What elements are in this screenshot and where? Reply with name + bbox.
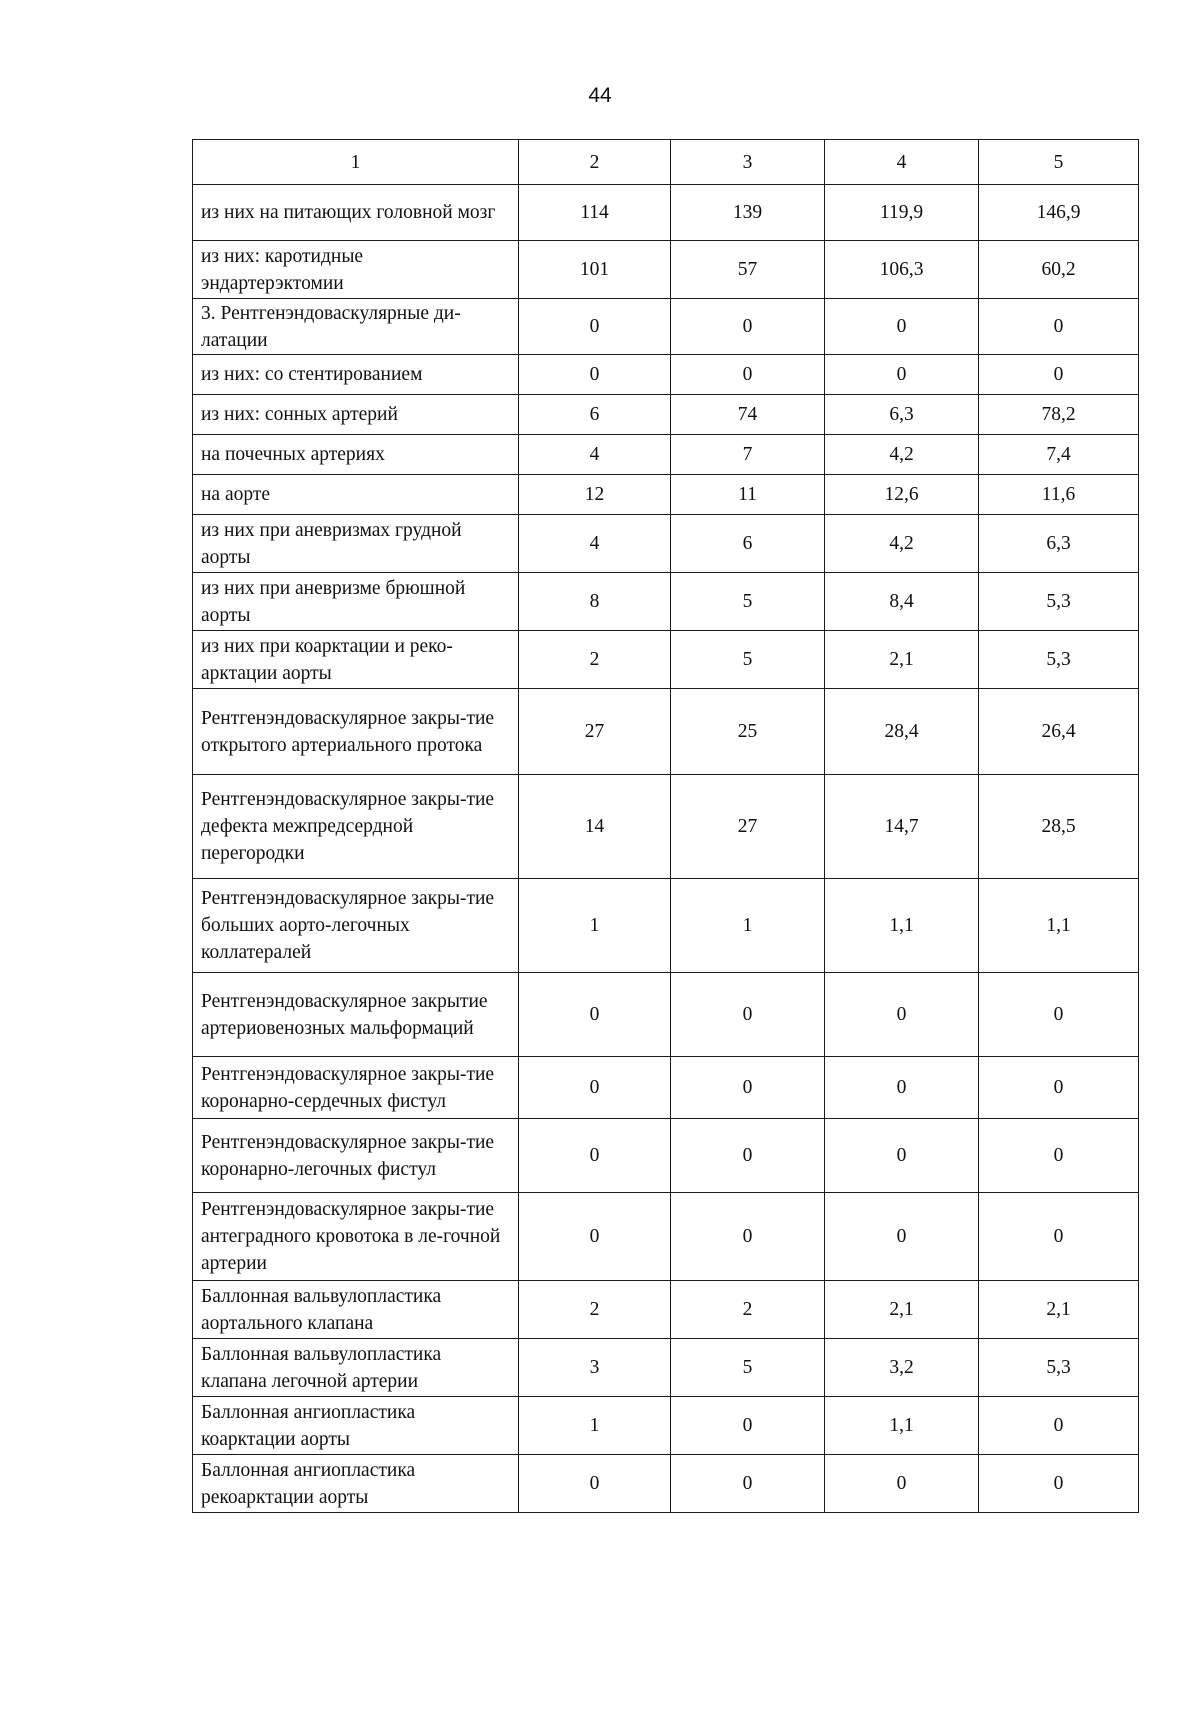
row-label: Рентгенэндоваскулярное закры-тие дефекта межпредсердной перегородки xyxy=(193,775,519,879)
page-number: 44 xyxy=(588,84,612,107)
table-cell-value: 4,2 xyxy=(825,435,979,475)
table-cell-value: 106,3 xyxy=(825,241,979,299)
table-cell-value: 6,3 xyxy=(825,395,979,435)
table-cell-value: 1 xyxy=(519,879,671,973)
table-cell-value: 0 xyxy=(825,299,979,355)
table-cell-value: 14,7 xyxy=(825,775,979,879)
table-cell-value: 28,4 xyxy=(825,689,979,775)
table-row xyxy=(193,775,1139,879)
table-cell-value: 0 xyxy=(979,1057,1139,1119)
table-cell-value: 3 xyxy=(519,1339,671,1397)
table-cell-value: 0 xyxy=(519,355,671,395)
table-cell-value: 11 xyxy=(671,475,825,515)
table-cell-value: 0 xyxy=(825,1193,979,1281)
table-cell-value: 0 xyxy=(979,355,1139,395)
row-label: Рентгенэндоваскулярное закры-тие коронарно-легочных фистул xyxy=(193,1119,519,1193)
table-cell-value: 7 xyxy=(671,435,825,475)
row-label: Баллонная ангиопластика коарктации аорты xyxy=(193,1397,519,1455)
table-cell-value: 27 xyxy=(671,775,825,879)
table-cell-value: 0 xyxy=(825,1455,979,1513)
table-row xyxy=(193,299,1139,355)
table-cell-value: 2 xyxy=(671,1281,825,1339)
column-header: 3 xyxy=(671,140,825,185)
table-cell-value: 0 xyxy=(825,1119,979,1193)
table-row xyxy=(193,1455,1139,1513)
table-row xyxy=(193,1281,1139,1339)
table-cell-value: 8,4 xyxy=(825,573,979,631)
table-cell-value: 28,5 xyxy=(979,775,1139,879)
table-cell-value: 0 xyxy=(519,299,671,355)
table-cell-value: 0 xyxy=(671,1057,825,1119)
table-cell-value: 57 xyxy=(671,241,825,299)
table-row xyxy=(193,1119,1139,1193)
table-cell-value: 101 xyxy=(519,241,671,299)
table-row xyxy=(193,435,1139,475)
table-row xyxy=(193,515,1139,573)
table-cell-value: 0 xyxy=(671,1119,825,1193)
table-cell-value: 5,3 xyxy=(979,631,1139,689)
table-cell-value: 1,1 xyxy=(979,879,1139,973)
table-cell-value: 5 xyxy=(671,1339,825,1397)
table-cell-value: 114 xyxy=(519,185,671,241)
row-label: Баллонная ангиопластика рекоарктации аорты xyxy=(193,1455,519,1513)
table-cell-value: 2,1 xyxy=(825,1281,979,1339)
table-row xyxy=(193,879,1139,973)
table-cell-value: 5,3 xyxy=(979,573,1139,631)
table-cell-value: 5,3 xyxy=(979,1339,1139,1397)
table-cell-value: 4 xyxy=(519,435,671,475)
table-cell-value: 11,6 xyxy=(979,475,1139,515)
row-label: на почечных артериях xyxy=(193,435,519,475)
table-cell-value: 0 xyxy=(671,973,825,1057)
table-row xyxy=(193,1397,1139,1455)
table-cell-value: 60,2 xyxy=(979,241,1139,299)
row-label: из них: каротидные эндартерэктомии xyxy=(193,241,519,299)
table-cell-value: 4 xyxy=(519,515,671,573)
table-row xyxy=(193,241,1139,299)
table-body xyxy=(193,140,1139,1513)
table-cell-value: 2,1 xyxy=(979,1281,1139,1339)
table-row xyxy=(193,631,1139,689)
row-label: из них при аневризмах грудной аорты xyxy=(193,515,519,573)
table-row xyxy=(193,185,1139,241)
row-label: из них при аневризме брюшной аорты xyxy=(193,573,519,631)
table-cell-value: 0 xyxy=(979,973,1139,1057)
table-row xyxy=(193,1339,1139,1397)
table-cell-value: 0 xyxy=(671,1193,825,1281)
table-cell-value: 2,1 xyxy=(825,631,979,689)
table-cell-value: 0 xyxy=(825,355,979,395)
table-cell-value: 0 xyxy=(519,1057,671,1119)
table-cell-value: 0 xyxy=(519,973,671,1057)
row-label: Рентгенэндоваскулярное закры-тие коронарно-сердечных фистул xyxy=(193,1057,519,1119)
table-row xyxy=(193,689,1139,775)
row-label: Рентгенэндоваскулярное закрытие артериовенозных мальформаций xyxy=(193,973,519,1057)
table-cell-value: 0 xyxy=(519,1119,671,1193)
table-cell-value: 139 xyxy=(671,185,825,241)
table-cell-value: 1,1 xyxy=(825,879,979,973)
table-cell-value: 119,9 xyxy=(825,185,979,241)
row-label: Рентгенэндоваскулярное закры-тие антеградного кровотока в ле-гочной артерии xyxy=(193,1193,519,1281)
table-cell-value: 2 xyxy=(519,631,671,689)
table-cell-value: 12 xyxy=(519,475,671,515)
row-label: на аорте xyxy=(193,475,519,515)
table-cell-value: 6 xyxy=(519,395,671,435)
table-header-row xyxy=(193,140,1139,185)
table-cell-value: 1 xyxy=(671,879,825,973)
row-label: Рентгенэндоваскулярное закры-тие открытого артериального протока xyxy=(193,689,519,775)
row-label: Баллонная вальвулопластика аортального клапана xyxy=(193,1281,519,1339)
table-cell-value: 27 xyxy=(519,689,671,775)
table-cell-value: 0 xyxy=(825,1057,979,1119)
data-table xyxy=(192,139,1139,1513)
table-cell-value: 1 xyxy=(519,1397,671,1455)
row-label: 3. Рентгенэндоваскулярные ди-латации xyxy=(193,299,519,355)
table-cell-value: 0 xyxy=(671,1455,825,1513)
table-cell-value: 74 xyxy=(671,395,825,435)
row-label: из них при коарктации и реко-арктации аорты xyxy=(193,631,519,689)
table-cell-value: 5 xyxy=(671,631,825,689)
table-cell-value: 0 xyxy=(825,973,979,1057)
table-cell-value: 3,2 xyxy=(825,1339,979,1397)
row-label: Баллонная вальвулопластика клапана легочной артерии xyxy=(193,1339,519,1397)
table-cell-value: 0 xyxy=(671,299,825,355)
table-cell-value: 0 xyxy=(979,1455,1139,1513)
row-label: из них: сонных артерий xyxy=(193,395,519,435)
table-cell-value: 6,3 xyxy=(979,515,1139,573)
table-cell-value: 14 xyxy=(519,775,671,879)
table-cell-value: 146,9 xyxy=(979,185,1139,241)
column-header: 2 xyxy=(519,140,671,185)
table-row xyxy=(193,973,1139,1057)
table-cell-value: 8 xyxy=(519,573,671,631)
row-label: Рентгенэндоваскулярное закры-тие больших аорто-легочных коллатералей xyxy=(193,879,519,973)
table-cell-value: 6 xyxy=(671,515,825,573)
table-row xyxy=(193,1057,1139,1119)
table-cell-value: 0 xyxy=(519,1455,671,1513)
column-header: 4 xyxy=(825,140,979,185)
table-cell-value: 26,4 xyxy=(979,689,1139,775)
table-row xyxy=(193,475,1139,515)
table-cell-value: 5 xyxy=(671,573,825,631)
table-row xyxy=(193,1193,1139,1281)
table-cell-value: 0 xyxy=(979,1193,1139,1281)
table-cell-value: 0 xyxy=(979,1119,1139,1193)
table-row xyxy=(193,395,1139,435)
table-cell-value: 0 xyxy=(519,1193,671,1281)
column-header: 5 xyxy=(979,140,1139,185)
table-row xyxy=(193,573,1139,631)
table-cell-value: 12,6 xyxy=(825,475,979,515)
table-cell-value: 0 xyxy=(979,299,1139,355)
row-label: из них на питающих головной мозг xyxy=(193,185,519,241)
table-cell-value: 0 xyxy=(979,1397,1139,1455)
table-cell-value: 25 xyxy=(671,689,825,775)
table-cell-value: 4,2 xyxy=(825,515,979,573)
table-row xyxy=(193,355,1139,395)
table-cell-value: 78,2 xyxy=(979,395,1139,435)
table-cell-value: 7,4 xyxy=(979,435,1139,475)
table-cell-value: 2 xyxy=(519,1281,671,1339)
table-cell-value: 0 xyxy=(671,1397,825,1455)
row-label: из них: со стентированием xyxy=(193,355,519,395)
table-cell-value: 0 xyxy=(671,355,825,395)
column-header: 1 xyxy=(193,140,519,185)
table-cell-value: 1,1 xyxy=(825,1397,979,1455)
